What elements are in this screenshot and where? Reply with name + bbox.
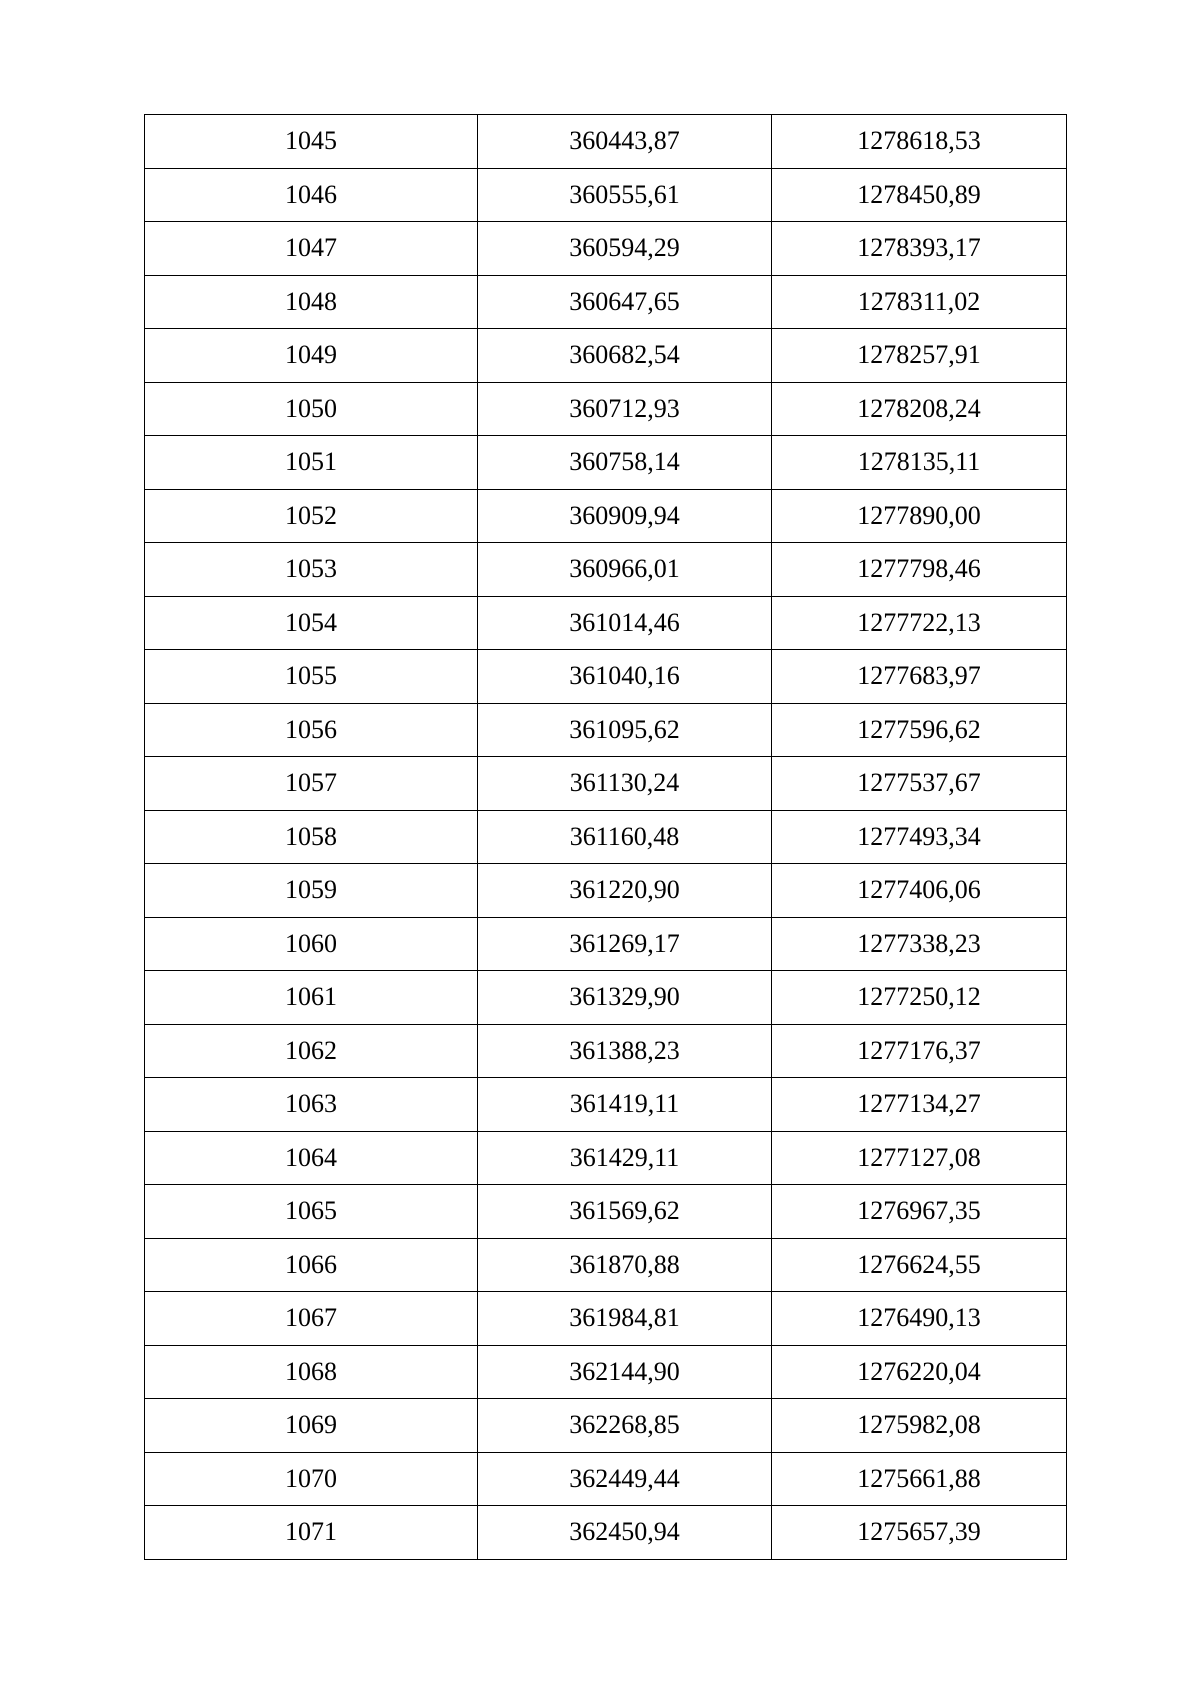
table-row: [145, 1292, 1067, 1346]
y-coordinate-cell: 1277596,62: [772, 703, 1067, 757]
table-row: [145, 1238, 1067, 1292]
y-coordinate-cell: 1278618,53: [772, 115, 1067, 169]
table-row: [145, 115, 1067, 169]
point-number-cell: 1045: [145, 115, 478, 169]
y-coordinate-cell: 1278393,17: [772, 222, 1067, 276]
table-row: [145, 382, 1067, 436]
y-coordinate-cell: 1277127,08: [772, 1131, 1067, 1185]
point-number-cell: 1058: [145, 810, 478, 864]
y-coordinate-cell: 1277798,46: [772, 543, 1067, 597]
table-row: [145, 275, 1067, 329]
x-coordinate-cell: 360647,65: [478, 275, 772, 329]
point-number-cell: 1049: [145, 329, 478, 383]
x-coordinate-cell: 361329,90: [478, 971, 772, 1025]
table-row: [145, 1131, 1067, 1185]
y-coordinate-cell: 1277338,23: [772, 917, 1067, 971]
x-coordinate-cell: 361014,46: [478, 596, 772, 650]
x-coordinate-cell: 362450,94: [478, 1506, 772, 1560]
x-coordinate-cell: 361220,90: [478, 864, 772, 918]
point-number-cell: 1066: [145, 1238, 478, 1292]
point-number-cell: 1059: [145, 864, 478, 918]
table-row: [145, 1024, 1067, 1078]
x-coordinate-cell: 360712,93: [478, 382, 772, 436]
point-number-cell: 1046: [145, 168, 478, 222]
point-number-cell: 1051: [145, 436, 478, 490]
point-number-cell: 1056: [145, 703, 478, 757]
point-number-cell: 1061: [145, 971, 478, 1025]
table-row: [145, 489, 1067, 543]
y-coordinate-cell: 1277134,27: [772, 1078, 1067, 1132]
y-coordinate-cell: 1277722,13: [772, 596, 1067, 650]
x-coordinate-cell: 360555,61: [478, 168, 772, 222]
y-coordinate-cell: 1277537,67: [772, 757, 1067, 811]
point-number-cell: 1055: [145, 650, 478, 704]
table-row: [145, 1345, 1067, 1399]
point-number-cell: 1071: [145, 1506, 478, 1560]
x-coordinate-cell: 361095,62: [478, 703, 772, 757]
table-row: [145, 810, 1067, 864]
table-row: [145, 543, 1067, 597]
y-coordinate-cell: 1277683,97: [772, 650, 1067, 704]
table-row: [145, 168, 1067, 222]
point-number-cell: 1047: [145, 222, 478, 276]
table-row: [145, 650, 1067, 704]
x-coordinate-cell: 361984,81: [478, 1292, 772, 1346]
coordinates-table-body: [145, 115, 1067, 1560]
x-coordinate-cell: 361569,62: [478, 1185, 772, 1239]
y-coordinate-cell: 1276220,04: [772, 1345, 1067, 1399]
x-coordinate-cell: 360443,87: [478, 115, 772, 169]
table-row: [145, 1078, 1067, 1132]
x-coordinate-cell: 360758,14: [478, 436, 772, 490]
y-coordinate-cell: 1275661,88: [772, 1452, 1067, 1506]
y-coordinate-cell: 1278450,89: [772, 168, 1067, 222]
table-row: [145, 971, 1067, 1025]
y-coordinate-cell: 1278311,02: [772, 275, 1067, 329]
table-row: [145, 596, 1067, 650]
point-number-cell: 1060: [145, 917, 478, 971]
y-coordinate-cell: 1277250,12: [772, 971, 1067, 1025]
table-row: [145, 864, 1067, 918]
y-coordinate-cell: 1277890,00: [772, 489, 1067, 543]
point-number-cell: 1053: [145, 543, 478, 597]
point-number-cell: 1050: [145, 382, 478, 436]
x-coordinate-cell: 361040,16: [478, 650, 772, 704]
point-number-cell: 1062: [145, 1024, 478, 1078]
x-coordinate-cell: 361388,23: [478, 1024, 772, 1078]
x-coordinate-cell: 360682,54: [478, 329, 772, 383]
table-row: [145, 222, 1067, 276]
x-coordinate-cell: 361269,17: [478, 917, 772, 971]
y-coordinate-cell: 1277406,06: [772, 864, 1067, 918]
table-row: [145, 1399, 1067, 1453]
point-number-cell: 1063: [145, 1078, 478, 1132]
y-coordinate-cell: 1275657,39: [772, 1506, 1067, 1560]
y-coordinate-cell: 1278135,11: [772, 436, 1067, 490]
point-number-cell: 1057: [145, 757, 478, 811]
point-number-cell: 1068: [145, 1345, 478, 1399]
point-number-cell: 1054: [145, 596, 478, 650]
table-row: [145, 1452, 1067, 1506]
x-coordinate-cell: 361429,11: [478, 1131, 772, 1185]
y-coordinate-cell: 1276624,55: [772, 1238, 1067, 1292]
point-number-cell: 1070: [145, 1452, 478, 1506]
x-coordinate-cell: 361419,11: [478, 1078, 772, 1132]
point-number-cell: 1065: [145, 1185, 478, 1239]
point-number-cell: 1069: [145, 1399, 478, 1453]
table-row: [145, 1506, 1067, 1560]
x-coordinate-cell: 362144,90: [478, 1345, 772, 1399]
x-coordinate-cell: 361130,24: [478, 757, 772, 811]
table-row: [145, 703, 1067, 757]
point-number-cell: 1067: [145, 1292, 478, 1346]
y-coordinate-cell: 1276967,35: [772, 1185, 1067, 1239]
x-coordinate-cell: 361160,48: [478, 810, 772, 864]
coordinates-table: [144, 114, 1067, 1560]
point-number-cell: 1048: [145, 275, 478, 329]
x-coordinate-cell: 362449,44: [478, 1452, 772, 1506]
y-coordinate-cell: 1275982,08: [772, 1399, 1067, 1453]
table-row: [145, 917, 1067, 971]
y-coordinate-cell: 1276490,13: [772, 1292, 1067, 1346]
y-coordinate-cell: 1278208,24: [772, 382, 1067, 436]
x-coordinate-cell: 360594,29: [478, 222, 772, 276]
x-coordinate-cell: 362268,85: [478, 1399, 772, 1453]
x-coordinate-cell: 360966,01: [478, 543, 772, 597]
table-row: [145, 1185, 1067, 1239]
x-coordinate-cell: 360909,94: [478, 489, 772, 543]
y-coordinate-cell: 1278257,91: [772, 329, 1067, 383]
point-number-cell: 1052: [145, 489, 478, 543]
table-row: [145, 436, 1067, 490]
table-row: [145, 329, 1067, 383]
y-coordinate-cell: 1277493,34: [772, 810, 1067, 864]
y-coordinate-cell: 1277176,37: [772, 1024, 1067, 1078]
point-number-cell: 1064: [145, 1131, 478, 1185]
x-coordinate-cell: 361870,88: [478, 1238, 772, 1292]
table-row: [145, 757, 1067, 811]
